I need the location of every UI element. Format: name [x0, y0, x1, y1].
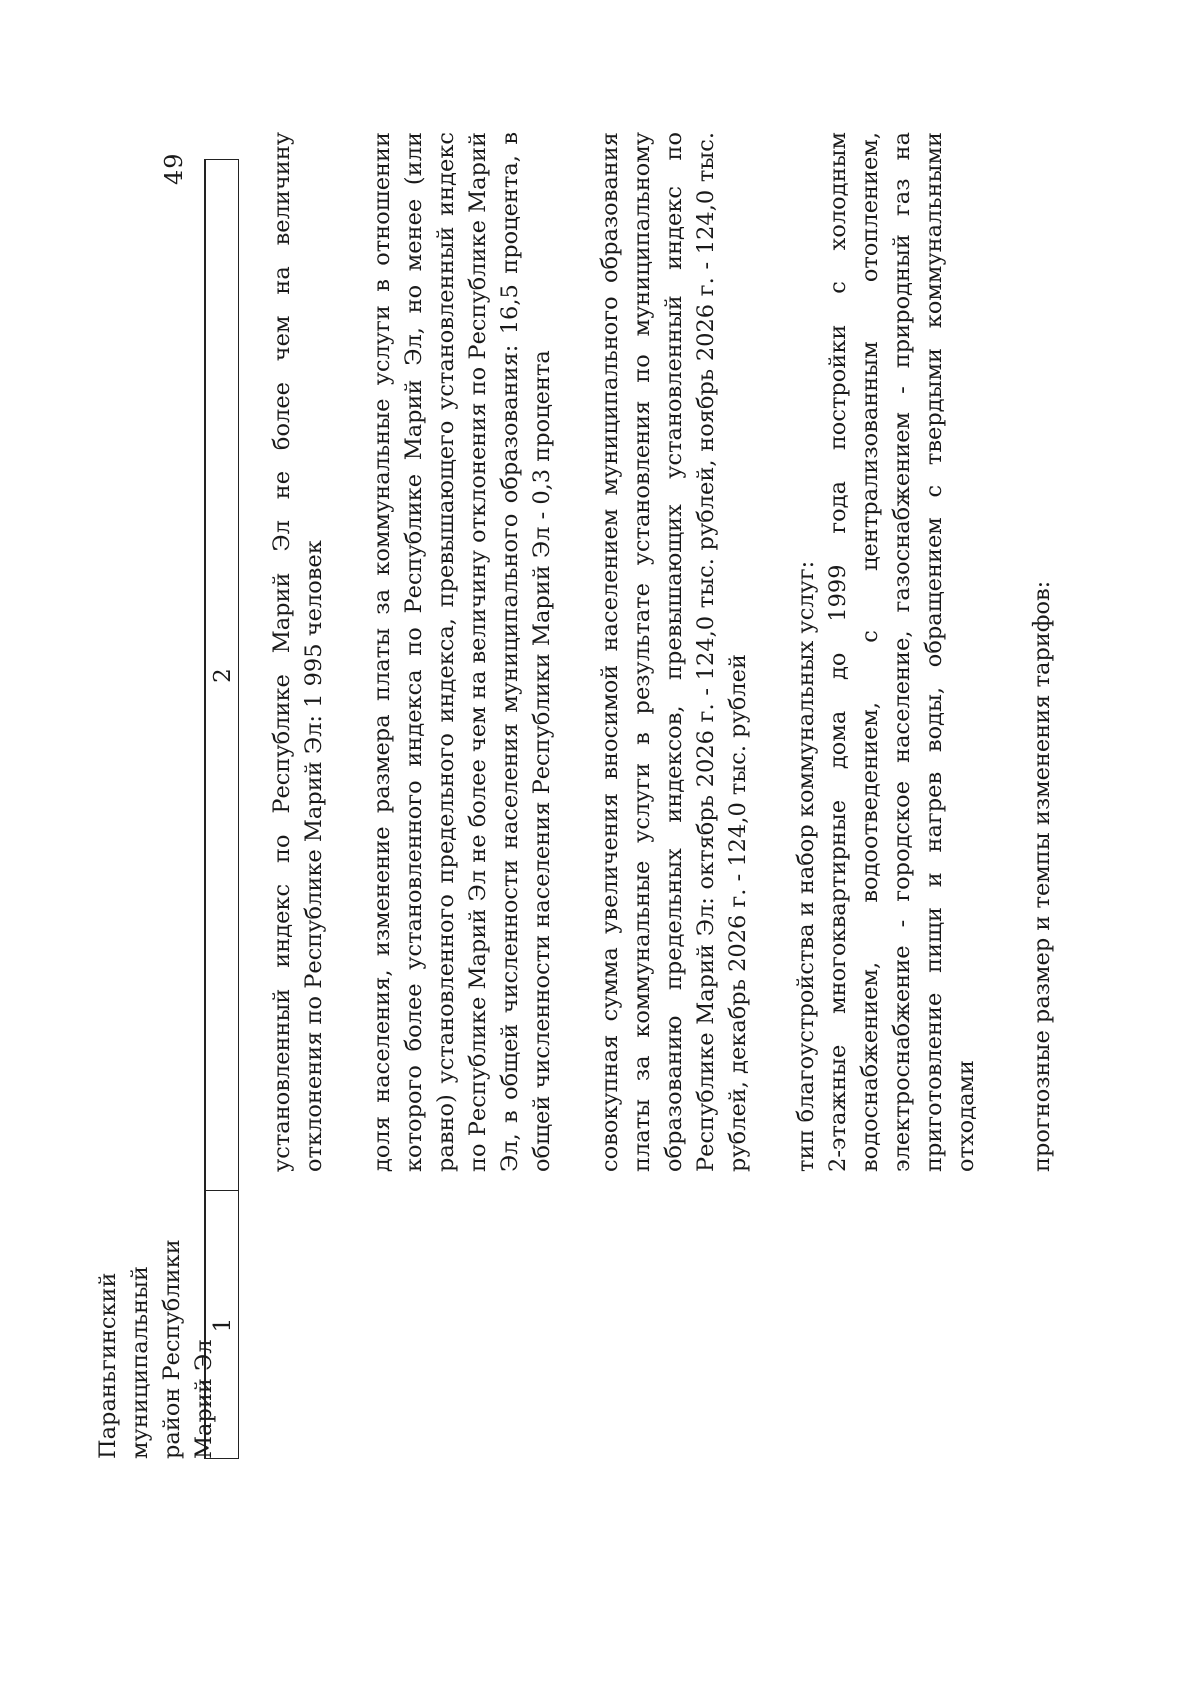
- municipality-cell: Параньгинский муниципальный район Республики Марий Эл: [95, 1239, 217, 1459]
- table-header-bottom-rule: [238, 159, 239, 1459]
- paragraph-total-increase: совокупная сумма увеличения вносимой населением муниципального образования платы за коммунальные услуги в результате установления по муниципальному образованию предельных индексов, превышающих установленный индекс по Республике Марий Эл: октябрь 2026 г. - 124,0 тыс. рублей, ноябрь 2026 г. - 124,0 тыс. рублей, декабрь 2026 г. - 124,0 тыс. рублей: [597, 132, 751, 1172]
- paragraph-improvement-type-label: тип благоустройства и набор коммунальных услуг:: [793, 560, 819, 1172]
- paragraph-population-share: доля населения, изменение размера платы за коммунальные услуги в отношении которого более установленного индекса по Республике Марий Эл, но менее (или равно) установленного предельного индекса, превышающего установленный индекс по Республике Марий Эл не более чем на величину отклонения по Республике Марий Эл, в общей численности населения муниципального образования: 16,5 процента, в общей численности населения Республики Марий Эл - 0,3 процента: [369, 132, 555, 1172]
- paragraph-tariff-forecast: прогнозные размер и темпы изменения тарифов:: [1029, 580, 1055, 1172]
- table-header-col-1: 1: [210, 1317, 236, 1333]
- description-cell: [266, 132, 1058, 1172]
- paragraph-index-deviation: установленный индекс по Республике Марий Эл не более чем на величину отклонения по Республике Марий Эл: 1 995 человек: [269, 132, 327, 1172]
- paragraph-improvement-type: 2-этажные многоквартирные дома до 1999 года постройки с холодным водоснабжением, водоотведением, с централизованным отоплением, электроснабжение - городское население, газоснабжением - природный газ на приготовление пищи и нагрев воды, обращением с твердыми коммунальными отходами: [825, 132, 979, 1172]
- page-number: 49: [160, 152, 188, 185]
- table-header-col-2: 2: [210, 668, 236, 683]
